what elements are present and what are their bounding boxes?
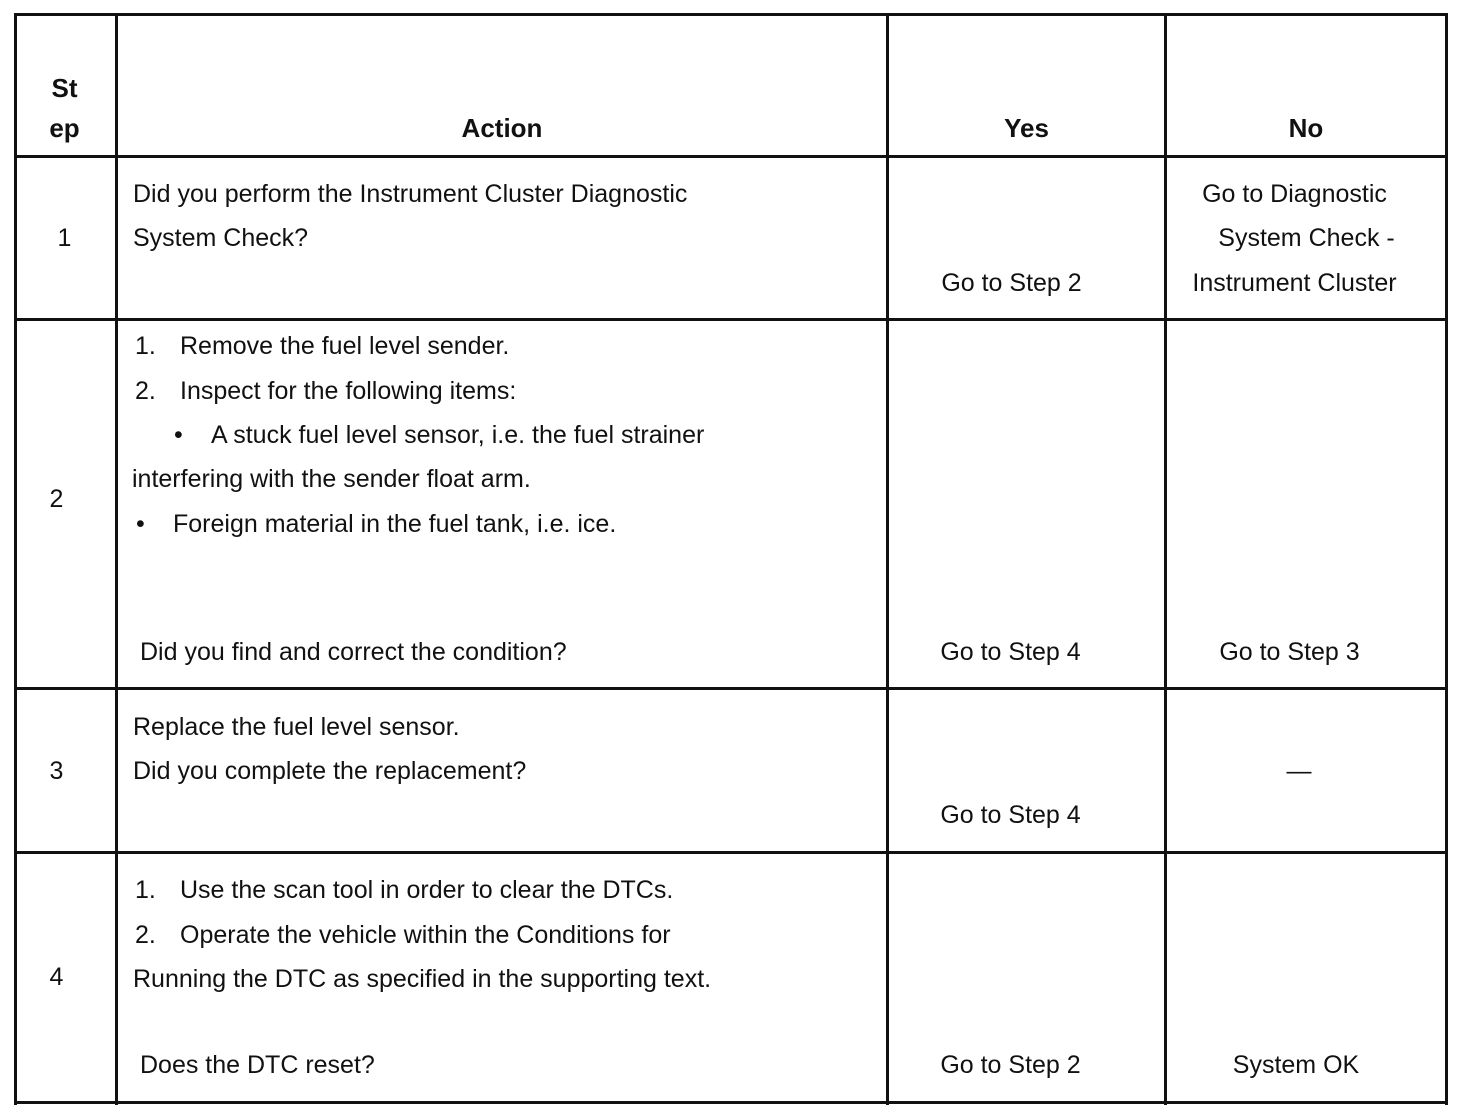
header-step-line2: ep bbox=[49, 113, 80, 143]
no-result: Instrument Cluster bbox=[1192, 269, 1397, 297]
table-border-right bbox=[1445, 13, 1448, 1105]
action-text: Running the DTC as specified in the supporting text. bbox=[133, 965, 712, 993]
action-text: Foreign material in the fuel tank, i.e. ice. bbox=[173, 510, 617, 538]
table-border-left bbox=[14, 13, 17, 1105]
action-text: interfering with the sender float arm. bbox=[132, 465, 531, 493]
step-number: 1 bbox=[57, 224, 72, 252]
action-text: Use the scan tool in order to clear the DTCs. bbox=[180, 876, 674, 904]
no-result: — bbox=[1286, 757, 1312, 785]
action-text: Did you complete the replacement? bbox=[133, 757, 527, 785]
table-border-bottom bbox=[14, 1101, 1448, 1104]
action-text: System Check? bbox=[133, 224, 309, 252]
step-number: 2 bbox=[49, 485, 64, 513]
yes-result: Go to Step 4 bbox=[940, 638, 1081, 666]
action-question: Did you find and correct the condition? bbox=[140, 638, 567, 666]
header-yes: Yes bbox=[1004, 113, 1049, 143]
no-result: Go to Step 3 bbox=[1219, 638, 1360, 666]
no-result: System OK bbox=[1232, 1051, 1360, 1079]
yes-result: Go to Step 2 bbox=[940, 1051, 1081, 1079]
yes-result: Go to Step 4 bbox=[940, 801, 1081, 829]
no-result: Go to Diagnostic bbox=[1202, 180, 1387, 208]
list-number: 1. bbox=[135, 332, 156, 360]
column-divider-step bbox=[115, 13, 118, 1105]
action-text: A stuck fuel level sensor, i.e. the fuel strainer bbox=[211, 421, 705, 449]
action-question: Does the DTC reset? bbox=[140, 1051, 375, 1079]
action-text: Remove the fuel level sender. bbox=[180, 332, 510, 360]
table-border-top bbox=[14, 13, 1448, 16]
diagnostic-table bbox=[14, 13, 1448, 1105]
bullet-mark: • bbox=[136, 510, 145, 538]
row-divider-1 bbox=[14, 318, 1448, 321]
action-text: Did you perform the Instrument Cluster Diagnostic bbox=[133, 180, 688, 208]
bullet-mark: • bbox=[174, 421, 183, 449]
row-divider-2 bbox=[14, 687, 1448, 690]
action-text: Replace the fuel level sensor. bbox=[133, 713, 460, 741]
step-number: 4 bbox=[49, 963, 64, 991]
no-result: System Check - bbox=[1218, 224, 1395, 252]
header-step-line1: St bbox=[51, 73, 78, 103]
list-number: 1. bbox=[135, 876, 156, 904]
step-number: 3 bbox=[49, 757, 64, 785]
action-text: Operate the vehicle within the Conditions for bbox=[180, 921, 671, 949]
header-divider bbox=[14, 155, 1448, 158]
header-no: No bbox=[1288, 113, 1324, 143]
list-number: 2. bbox=[135, 377, 156, 405]
row-divider-3 bbox=[14, 851, 1448, 854]
header-action: Action bbox=[461, 113, 543, 143]
yes-result: Go to Step 2 bbox=[941, 269, 1082, 297]
list-number: 2. bbox=[135, 921, 156, 949]
action-text: Inspect for the following items: bbox=[180, 377, 517, 405]
column-divider-action bbox=[886, 13, 889, 1105]
